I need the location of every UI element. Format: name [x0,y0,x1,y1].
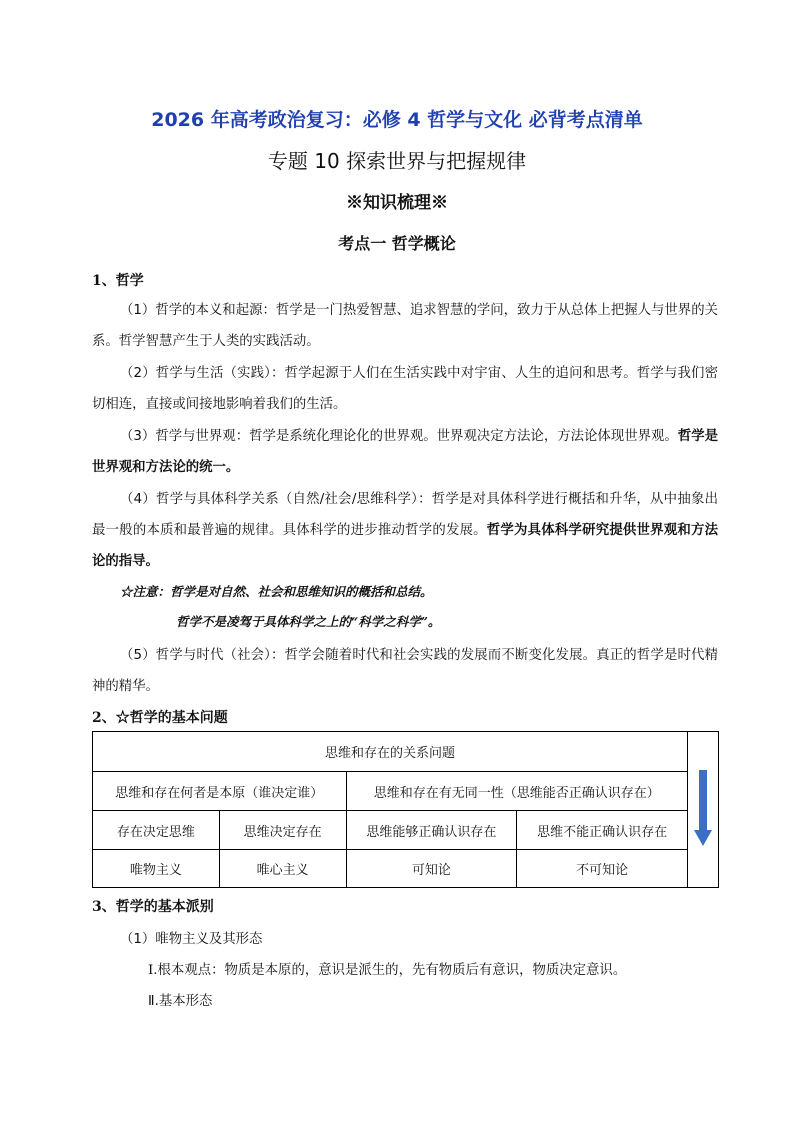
note-summary: ☆注意：哲学是对自然、社会和思维知识的概括和总结。 [120,584,433,599]
worldview-text: （3）哲学与世界观：哲学是系统化理论化的世界观。世界观决定方法论，方法论体现世界观。 [120,429,678,444]
heading-philosophy: 1、哲学 [92,273,144,289]
table-cell: 不可知论 [517,850,688,888]
table-cell: 思维能够正确认识存在 [346,811,517,850]
topic-subtitle: 专题 10 探索世界与把握规律 [267,149,527,173]
worldview-emphasis: 哲学是世界观和方法论的统一。 [92,429,718,475]
science-text: （4）哲学与具体科学关系（自然/社会/思维科学）：哲学是对具体科学进行概括和升华，从中抽象出最一般的本质和最普遍的规律。具体科学的进步推动哲学的发展。 [92,492,718,538]
section-title: ※知识梳理※ [346,193,448,213]
paragraph-science [92,484,718,577]
table-cell: 唯物主义 [93,850,220,888]
table-cell: 思维不能正确认识存在 [517,811,688,850]
item-basic-forms: Ⅱ.基本形态 [148,994,213,1009]
table-origin-header: 思维和存在何者是本原（谁决定谁） [93,772,347,811]
table-cell: 可知论 [346,850,517,888]
paragraph-origin: （1）哲学的本义和起源：哲学是一门热爱智慧、追求智慧的学问，致力于从总体上把握人与世界的关系。哲学智慧产生于人类的实践活动。 [92,303,718,349]
heading-basic-question: 2、☆哲学的基本问题 [92,710,228,726]
note-not-science: 哲学不是凌驾于具体科学之上的“科学之科学”。 [176,614,441,629]
subheading-materialism: （1）唯物主义及其形态 [120,932,263,947]
basic-question-table [92,731,719,888]
paragraph-life: （2）哲学与生活（实践）：哲学起源于人们在生活实践中对宇宙、人生的追问和思考。哲学与我们密切相连，直接或间接地影响着我们的生活。 [92,366,718,412]
table-identity-header: 思维和存在有无同一性（思维能否正确认识存在） [346,772,687,811]
item-fundamental-view: Ⅰ.根本观点：物质是本原的，意识是派生的，先有物质后有意识，物质决定意识。 [148,963,627,978]
table-top-cell: 思维和存在的关系问题 [93,732,688,772]
document-title: 2026 年高考政治复习：必修 4 哲学与文化 必背考点清单 [151,109,643,131]
arrow-cell [687,732,718,888]
down-arrow-icon [693,768,713,848]
point-title: 考点一 哲学概论 [338,234,456,253]
table-cell: 唯心主义 [219,850,346,888]
science-emphasis: 哲学为具体科学研究提供世界观和方法论的指导。 [92,523,719,569]
table-cell: 存在决定思维 [93,811,220,850]
table-cell: 思维决定存在 [219,811,346,850]
heading-schools: 3、哲学的基本派别 [92,899,214,915]
paragraph-worldview [92,421,718,483]
paragraph-era: （5）哲学与时代（社会）：哲学会随着时代和社会实践的发展而不断变化发展。真正的哲学是时代精神的精华。 [92,648,718,694]
